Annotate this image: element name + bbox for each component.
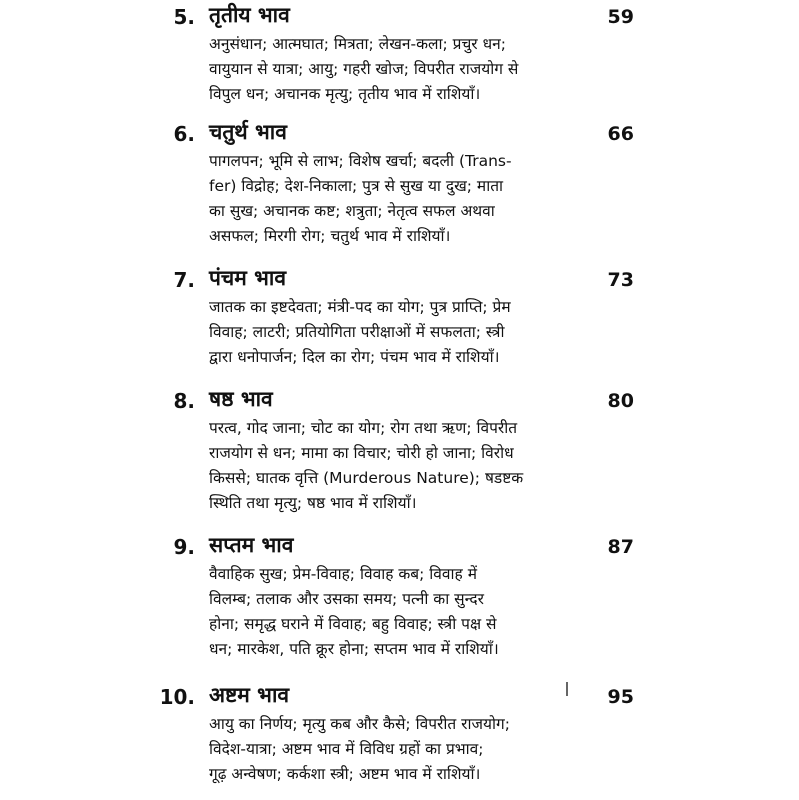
entry-description xyxy=(209,32,581,107)
description-line: किससे; घातक वृत्ति (Murderous Nature); षडष्टक xyxy=(209,469,524,487)
entry-description xyxy=(209,562,581,662)
entry-description xyxy=(209,416,581,516)
description-line: जातक का इष्टदेवता; मंत्री-पद का योग; पुत्र प्राप्ति; प्रेम xyxy=(209,298,511,316)
entry-number: 6. xyxy=(173,122,195,146)
entry-number: 10. xyxy=(159,685,195,709)
entry-page-number: 59 xyxy=(607,6,634,28)
entry-description xyxy=(209,295,581,370)
entry-description xyxy=(209,712,581,787)
description-line: वैवाहिक सुख; प्रेम-विवाह; विवाह कब; विवाह में xyxy=(209,565,477,583)
description-line: स्थिति तथा मृत्यु; षष्ठ भाव में राशियाँ। xyxy=(209,494,417,512)
description-line: विलम्ब; तलाक और उसका समय; पत्नी का सुन्दर xyxy=(209,590,484,608)
entry-title: अष्टम भाव xyxy=(209,683,290,707)
description-line: विदेश-यात्रा; अष्टम भाव में विविध ग्रहों का प्रभाव; xyxy=(209,740,484,758)
description-line: वायुयान से यात्रा; आयु; गहरी खोज; विपरीत राजयोग से xyxy=(209,60,519,78)
description-line: धन; मारकेश, पति क्रूर होना; सप्तम भाव में राशियाँ। xyxy=(209,640,499,658)
description-line: राजयोग से धन; मामा का विचार; चोरी हो जाना; विरोध xyxy=(209,444,514,462)
entry-page-number: 73 xyxy=(607,269,634,291)
entry-number: 8. xyxy=(173,389,195,413)
description-line: fer) विद्रोह; देश-निकाला; पुत्र से सुख या दुख; माता xyxy=(209,177,504,195)
description-line: विवाह; लाटरी; प्रतियोगिता परीक्षाओं में सफलता; स्त्री xyxy=(209,323,505,341)
description-line: असफल; मिरगी रोग; चतुर्थ भाव में राशियाँ। xyxy=(209,227,451,245)
entry-page-number: 80 xyxy=(607,390,634,412)
entry-title: चतुर्थ भाव xyxy=(209,120,287,144)
entry-number: 7. xyxy=(173,268,195,292)
entry-number: 9. xyxy=(173,535,195,559)
description-line: गूढ़ अन्वेषण; कर्कशा स्त्री; अष्टम भाव में राशियाँ। xyxy=(209,765,481,783)
description-line: विपुल धन; अचानक मृत्यु; तृतीय भाव में राशियाँ। xyxy=(209,85,481,103)
entry-page-number: 95 xyxy=(607,686,634,708)
entry-description xyxy=(209,149,581,249)
entry-number: 5. xyxy=(173,5,195,29)
description-line: अनुसंधान; आत्मघात; मित्रता; लेखन-कला; प्रचुर धन; xyxy=(209,35,506,53)
description-line: का सुख; अचानक कष्ट; शत्रुता; नेतृत्व सफल अथवा xyxy=(209,202,495,220)
description-line: पागलपन; भूमि से लाभ; विशेष खर्चा; बदली (Trans- xyxy=(209,152,512,170)
description-line: परत्व, गोद जाना; चोट का योग; रोग तथा ऋण; विपरीत xyxy=(209,419,518,437)
entry-title: षष्ठ भाव xyxy=(209,387,273,411)
entry-title: पंचम भाव xyxy=(209,266,287,290)
description-line: आयु का निर्णय; मृत्यु कब और कैसे; विपरीत राजयोग; xyxy=(209,715,510,733)
description-line: होना; समृद्ध घराने में विवाह; बहु विवाह; स्त्री पक्ष से xyxy=(209,615,497,633)
entry-page-number: 87 xyxy=(607,536,634,558)
scan-mark xyxy=(566,682,568,696)
entry-title: सप्तम भाव xyxy=(209,533,294,557)
description-line: द्वारा धनोपार्जन; दिल का रोग; पंचम भाव में राशियाँ। xyxy=(209,348,500,366)
entry-title: तृतीय भाव xyxy=(209,3,290,27)
entry-page-number: 66 xyxy=(607,123,634,145)
